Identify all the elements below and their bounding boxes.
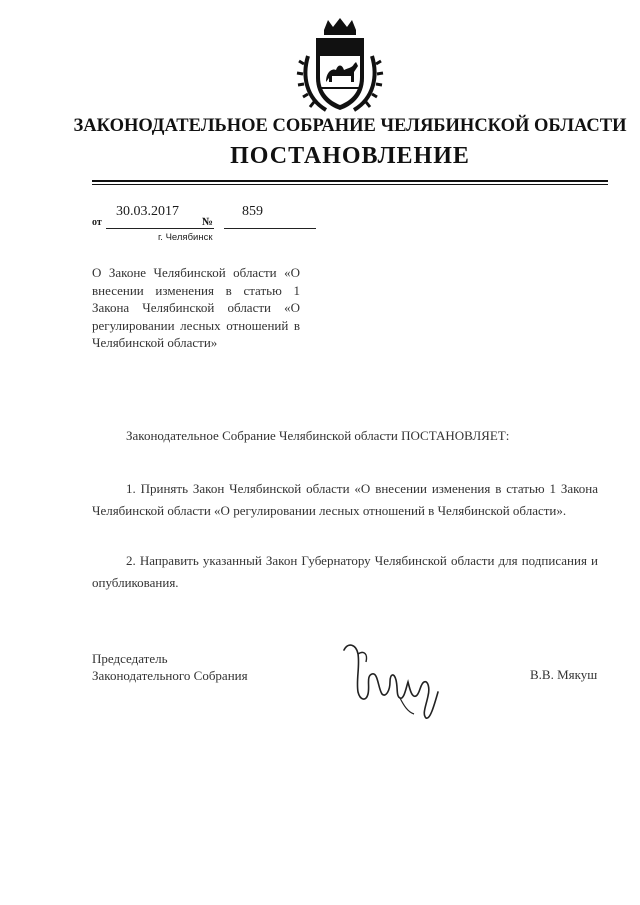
organization-name: ЗАКОНОДАТЕЛЬНОЕ СОБРАНИЕ ЧЕЛЯБИНСКОЙ ОБЛАСТИ: [73, 116, 627, 136]
document-date: 30.03.2017: [116, 204, 179, 219]
signer-title-line2: Законодательного Собрания: [92, 668, 248, 683]
signer-title-line1: Председатель: [92, 651, 168, 666]
header-divider-thick: [92, 180, 608, 182]
number-underline: [224, 228, 316, 229]
document-number: 859: [242, 204, 263, 219]
date-underline: [106, 228, 214, 229]
signer-name: В.В. Мякуш: [530, 667, 598, 682]
date-label: от: [92, 217, 102, 228]
document-type-title: ПОСТАНОВЛЕНИЕ: [230, 143, 470, 169]
signer-title: [92, 650, 248, 684]
number-label: №: [202, 216, 214, 228]
resolution-item-2: 2. Направить указанный Закон Губернатору Челябинской области для подписания и опубликования.: [92, 553, 598, 590]
document-city: г. Челябинск: [158, 232, 213, 243]
resolution-item-1: 1. Принять Закон Челябинской области «О внесении изменения в статью 1 Закона Челябинской области «О регулировании лесных отношений в Челябинской области».: [92, 481, 598, 518]
handwritten-signature-icon: [338, 640, 450, 722]
date-number-row: [92, 204, 332, 230]
header-divider-thin: [92, 184, 608, 185]
preamble-text: Законодательное Собрание Челябинской области ПОСТАНОВЛЯЕТ:: [126, 428, 510, 443]
document-subject: О Законе Челябинской области «О внесении изменения в статью 1 Закона Челябинской области «О регулировании лесных отношений в Челябинской области»: [92, 265, 300, 350]
coat-of-arms-icon: [296, 16, 384, 116]
